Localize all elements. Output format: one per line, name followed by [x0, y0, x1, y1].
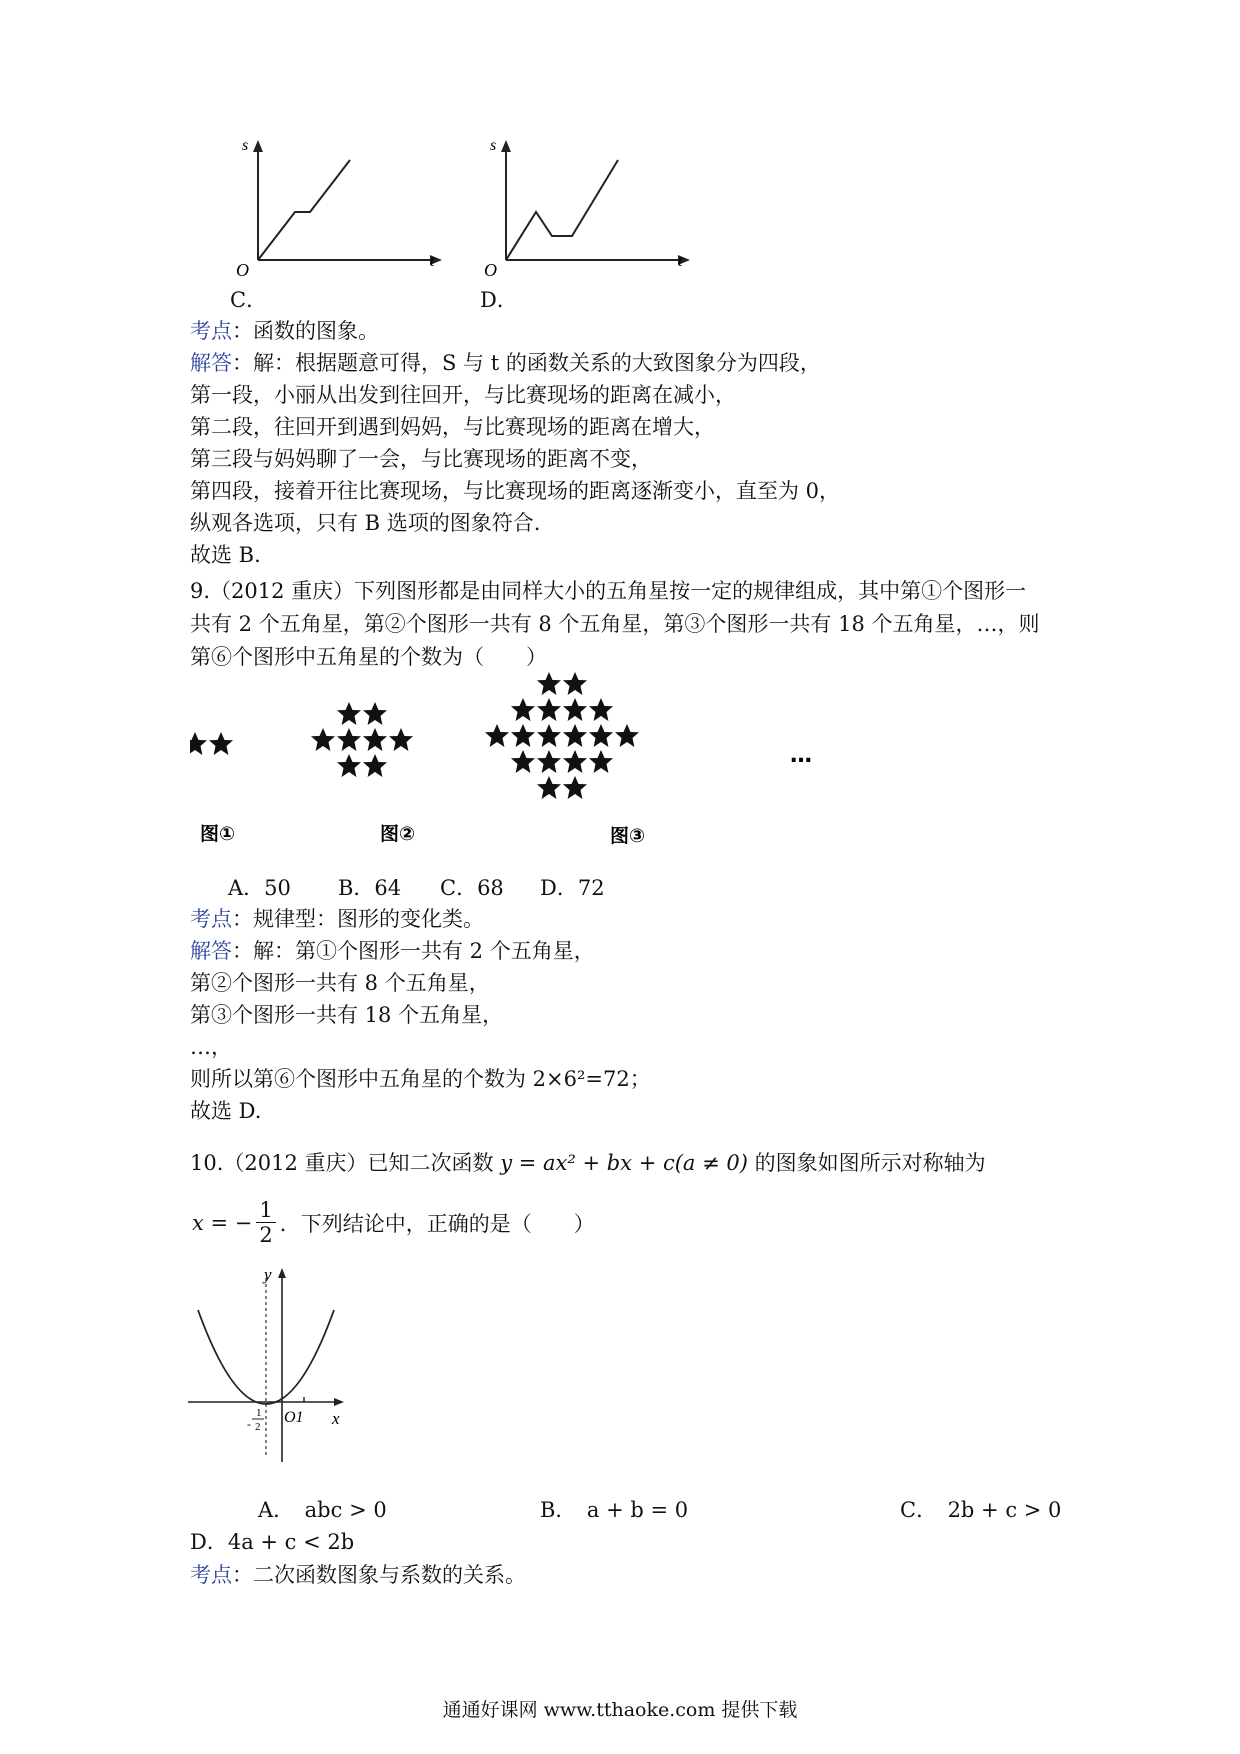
q10-stem-line-0 — [190, 1148, 986, 1178]
q10-stem-line-2: ．下列结论中，正确的是（ ） — [279, 1211, 595, 1236]
q9-stem-line-0: 9.（2012 重庆）下列图形都是由同样大小的五角星按一定的规律组成，其中第①个图形一 — [190, 579, 1027, 603]
star-icon — [511, 698, 535, 721]
q10-option-d: D．4a + c < 2b — [190, 1530, 355, 1554]
star-figure-2 — [311, 702, 413, 777]
q9-option-a: A．50 — [228, 876, 291, 900]
star-icon — [563, 672, 587, 695]
jieda-text: ：解：根据题意可得，S 与 t 的函数关系的大致图象分为四段， — [232, 351, 821, 375]
x-axis-arrow — [334, 1398, 344, 1406]
s-axis-arrow — [501, 140, 511, 152]
q9-option-d: D．72 — [540, 876, 605, 900]
star-icon — [209, 732, 233, 755]
fig-label-3: 图③ — [610, 825, 646, 847]
option-d-label: D． — [480, 288, 518, 312]
q10-stem-prefix: 10.（2012 重庆）已知二次函数 — [190, 1151, 494, 1175]
star-icon — [615, 724, 639, 747]
origin-label: O — [236, 260, 249, 280]
star-icon — [589, 750, 613, 773]
axis-formula-x: x = − — [192, 1210, 253, 1235]
graph-option-c — [230, 138, 450, 298]
option-d-curve — [506, 160, 618, 260]
kaodian-text: ：规律型：图形的变化类。 — [232, 907, 484, 931]
jieda-label: 解答 — [190, 351, 232, 375]
q10-option-b: B． a + b = 0 — [540, 1498, 689, 1522]
star-icon — [389, 728, 413, 751]
kaodian-label: 考点 — [190, 907, 232, 931]
q10-axis-formula — [192, 1198, 595, 1247]
q10-kaodian — [190, 1560, 526, 1590]
page-footer: 通通好课网 www.tthaoke.com 提供下载 — [442, 1699, 798, 1721]
fraction-denominator: 2 — [259, 1223, 273, 1247]
q10-stem-suffix: 的图象如图所示对称轴为 — [754, 1151, 986, 1175]
q9-option-b: B．64 — [338, 876, 402, 900]
star-icon — [363, 728, 387, 751]
q8-jieda-line-3: 第三段与妈妈聊了一会，与比赛现场的距离不变， — [190, 447, 652, 471]
star-icon — [563, 724, 587, 747]
star-icon — [537, 672, 561, 695]
fig-y-label: y — [264, 1266, 272, 1284]
q8-jieda-line-4: 第四段，接着开往比赛现场，与比赛现场的距离逐渐变小，直至为 0， — [190, 479, 841, 503]
star-icon — [337, 754, 361, 777]
star-figures — [190, 672, 910, 872]
star-icon — [511, 724, 535, 747]
q10-option-c: C． 2b + c > 0 — [900, 1498, 1062, 1522]
s-axis-arrow — [253, 140, 263, 152]
q9-stem-line-1: 共有 2 个五角星，第②个图形一共有 8 个五角星，第③个图形一共有 18 个五角星，…，则 — [190, 612, 1040, 636]
axis-t-label: t — [430, 253, 435, 270]
fig-half-den: 2 — [255, 1421, 261, 1433]
fig-x-label: x — [332, 1409, 340, 1428]
star-icon — [190, 732, 207, 755]
star-icon — [563, 750, 587, 773]
q9-jieda-line-2: 第③个图形一共有 18 个五角星， — [190, 1003, 504, 1027]
star-icon — [537, 750, 561, 773]
axis-s-label: s — [242, 138, 249, 154]
axis-formula-fraction — [256, 1198, 275, 1247]
q8-kaodian — [190, 316, 379, 346]
q9-jieda-line-5: 故选 D. — [190, 1099, 262, 1123]
star-icon — [337, 702, 361, 725]
q8-jieda-line-1: 第一段，小丽从出发到往回开，与比赛现场的距离在减小， — [190, 383, 736, 407]
q8-jieda-line-5: 纵观各选项，只有 B 选项的图象符合. — [190, 511, 541, 535]
star-figure-1 — [190, 732, 233, 755]
fig-o1-label: O1 — [284, 1409, 304, 1426]
star-icon — [589, 724, 613, 747]
q9-jieda-line-4: 则所以第⑥个图形中五角星的个数为 2×6²=72； — [190, 1067, 651, 1091]
option-c-curve — [258, 160, 350, 260]
option-c-label: C． — [230, 288, 268, 312]
star-icon — [537, 724, 561, 747]
q8-jieda-line-2: 第二段，往回开到遇到妈妈，与比赛现场的距离在增大， — [190, 415, 715, 439]
star-icon — [311, 728, 335, 751]
axis-t-label: t — [678, 253, 683, 270]
jieda-label: 解答 — [190, 939, 232, 963]
kaodian-text: ：二次函数图象与系数的关系。 — [232, 1563, 526, 1587]
star-figure-3 — [485, 672, 639, 799]
q9-kaodian — [190, 904, 484, 934]
q8-jieda-line-6: 故选 B. — [190, 543, 261, 567]
star-icon — [363, 754, 387, 777]
kaodian-label: 考点 — [190, 1563, 232, 1587]
q8-jieda-line-0 — [190, 348, 821, 378]
q10-option-a: A． abc > 0 — [258, 1498, 387, 1522]
graph-option-d — [478, 138, 698, 298]
fig-label-2: 图② — [380, 823, 416, 845]
star-icon — [337, 728, 361, 751]
q9-jieda-line-3: …， — [190, 1035, 232, 1059]
star-icon — [363, 702, 387, 725]
star-icon — [537, 698, 561, 721]
q9-jieda-line-0 — [190, 936, 595, 966]
fraction-numerator: 1 — [256, 1198, 275, 1223]
axis-s-label: s — [490, 138, 497, 154]
fig-half-sign: - — [247, 1417, 251, 1431]
q9-stem-line-2: 第⑥个图形中五角星的个数为（ ） — [190, 645, 547, 669]
q9-option-c: C．68 — [440, 876, 504, 900]
fig-half-num: 1 — [256, 1407, 262, 1419]
star-icon — [563, 776, 587, 799]
q10-stem-formula: y = ax² + bx + c(a ≠ 0) — [500, 1151, 748, 1175]
parabola-figure — [186, 1266, 356, 1466]
star-icon — [511, 750, 535, 773]
jieda-text: ：解：第①个图形一共有 2 个五角星， — [232, 939, 595, 963]
kaodian-label: 考点 — [190, 319, 232, 343]
y-axis-arrow — [278, 1268, 286, 1278]
fig-label-1: 图① — [200, 823, 236, 845]
kaodian-text: ：函数的图象。 — [232, 319, 379, 343]
q9-jieda-line-1: 第②个图形一共有 8 个五角星， — [190, 971, 490, 995]
star-icon — [485, 724, 509, 747]
origin-label: O — [484, 260, 497, 280]
ellipsis-label: … — [790, 743, 812, 768]
star-icon — [563, 698, 587, 721]
star-icon — [537, 776, 561, 799]
star-icon — [589, 698, 613, 721]
